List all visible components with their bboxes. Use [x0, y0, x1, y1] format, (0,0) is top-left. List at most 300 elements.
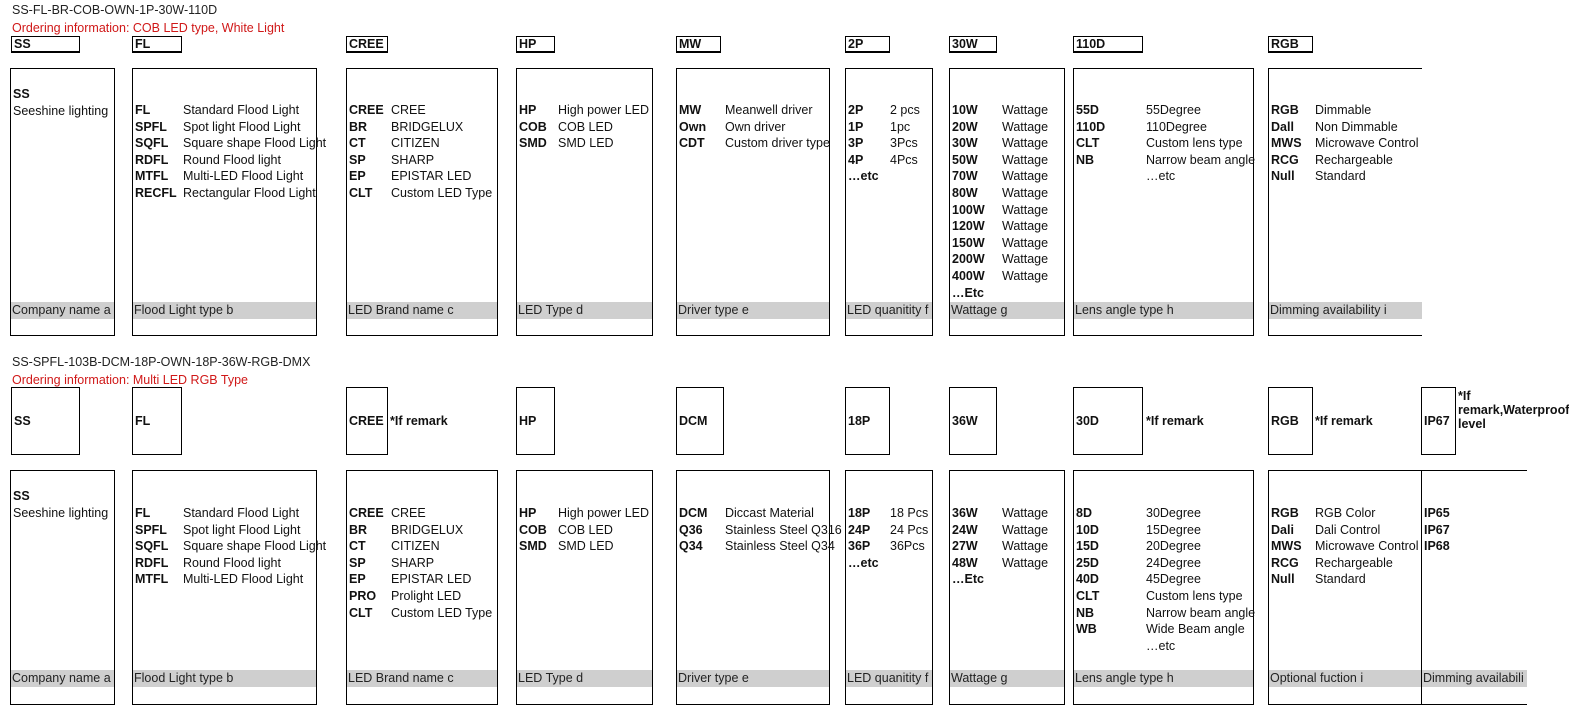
remark-lens: *If remark [1146, 414, 1204, 428]
option-row [952, 135, 1048, 152]
option-row [519, 538, 649, 555]
option-code: RGB [1271, 103, 1299, 117]
option-row [349, 119, 492, 136]
option-description: Rectangular Flood Light [183, 185, 316, 200]
option-code: 2P [848, 103, 864, 117]
option-code: Own [679, 119, 707, 134]
column-lens-angle [1073, 470, 1254, 705]
option-description: Microwave Control [1315, 539, 1419, 554]
option-row [848, 538, 928, 555]
option-row [135, 152, 326, 169]
option-code: 70W [952, 169, 978, 184]
header-cree: CREE [346, 387, 388, 455]
option-row [1076, 538, 1255, 555]
option-code [1076, 638, 1146, 655]
option-code: HP [519, 506, 537, 520]
option-description: 4Pcs [890, 152, 918, 167]
option-description: Microwave Control [1315, 136, 1419, 151]
option-code: 25D [1076, 555, 1099, 570]
option-description: 15Degree [1146, 522, 1201, 537]
header-mw: MW [676, 36, 721, 53]
option-description: Wattage [1002, 202, 1049, 217]
option-code: SQFL [135, 136, 169, 151]
option-code: 30W [952, 136, 978, 151]
option-row [519, 135, 649, 152]
column-waterproof [1421, 470, 1527, 705]
option-row [349, 555, 492, 572]
option-description: 18 Pcs [890, 506, 929, 520]
option-description: CITIZEN [391, 539, 440, 554]
header-30d: 30D [1073, 387, 1143, 455]
option-code: 110D [1076, 119, 1106, 134]
option-row [1271, 152, 1419, 169]
option-description: Rechargeable [1315, 152, 1393, 167]
option-description: Narrow beam angle [1146, 152, 1256, 167]
ordering-info-1: Ordering information: COB LED type, White Light [12, 21, 285, 35]
option-code: 1P [848, 119, 864, 134]
option-code: 40D [1076, 572, 1099, 587]
option-description: COB LED [558, 522, 613, 537]
option-description: 1pc [890, 119, 911, 134]
option-code: BR [349, 522, 368, 537]
header-fl: FL [132, 387, 182, 455]
column-footer: Lens angle type h [1074, 670, 1253, 687]
option-description: 45Degree [1146, 572, 1201, 587]
option-row [349, 505, 492, 522]
option-description: Diccast Material [725, 506, 814, 520]
column-flood-light-type [132, 68, 327, 336]
option-row [848, 152, 920, 169]
option-code: COB [519, 522, 547, 537]
option-row [1271, 555, 1419, 572]
column-footer: Wattage g [950, 670, 1064, 687]
option-row [679, 522, 842, 539]
option-row [952, 522, 1048, 539]
option-code: MTFL [135, 572, 169, 587]
option-row [952, 505, 1048, 522]
column-footer: LED Type d [517, 302, 652, 319]
option-description: CITIZEN [391, 136, 440, 151]
option-row [135, 119, 326, 136]
option-row [349, 571, 492, 588]
option-code: CDT [679, 136, 705, 151]
header-110d: 110D [1073, 36, 1143, 53]
option-row [1076, 119, 1255, 136]
option-code: HP [519, 103, 537, 117]
option-description: COB LED [558, 119, 613, 134]
option-code: 150W [952, 235, 985, 250]
option-description: 30Degree [1146, 506, 1201, 520]
column-lens-angle [1073, 68, 1254, 336]
option-row [135, 185, 326, 202]
column-footer: Dimming availabili [1422, 670, 1527, 687]
option-description: Wattage [1002, 235, 1049, 250]
option-description: Wattage [1002, 252, 1049, 267]
option-row [1271, 505, 1419, 522]
option-row [135, 168, 326, 185]
option-row [952, 185, 1048, 202]
option-description: CREE [391, 506, 426, 520]
option-code: BR [349, 119, 368, 134]
option-code: 36W [952, 506, 978, 520]
company-name: Seeshine lighting [13, 103, 109, 118]
column-footer: Wattage g [950, 302, 1064, 319]
option-description: SHARP [391, 152, 435, 167]
option-row [349, 588, 492, 605]
option-code: IP68 [1424, 539, 1450, 554]
option-row [1076, 522, 1255, 539]
option-code: 24P [848, 522, 871, 537]
option-row [848, 102, 920, 119]
option-row [349, 152, 492, 169]
option-row [848, 505, 928, 522]
option-description: SMD LED [558, 136, 614, 151]
option-code: CLT [349, 605, 373, 620]
option-row [1076, 605, 1255, 622]
ordering-info-2: Ordering information: Multi LED RGB Type [12, 373, 248, 387]
option-code: Dall [1271, 119, 1294, 134]
option-row [135, 102, 326, 119]
option-description: Multi-LED Flood Light [183, 169, 304, 184]
option-row [952, 168, 1048, 185]
option-code: SP [349, 555, 366, 570]
header-hp: HP [516, 36, 555, 53]
option-code: 15D [1076, 539, 1099, 554]
option-description: Standard [1315, 572, 1366, 587]
column-flood-light-type [132, 470, 327, 705]
option-row [1271, 135, 1419, 152]
option-description: BRIDGELUX [391, 522, 464, 537]
option-description: …etc [1146, 638, 1176, 653]
column-led-type [516, 68, 653, 336]
column-footer: LED quanitity f [846, 302, 932, 319]
column-dimming [1268, 68, 1422, 336]
option-description: Narrow beam angle [1146, 605, 1256, 620]
option-code: SMD [519, 136, 547, 151]
option-description: Wattage [1002, 103, 1049, 117]
option-description: EPISTAR LED [391, 572, 472, 587]
option-code: DCM [679, 506, 708, 520]
option-description: Prolight LED [391, 588, 462, 603]
option-description: Dali Control [1315, 522, 1381, 537]
header-2p: 2P [845, 36, 890, 53]
column-footer: Flood Light type b [133, 302, 316, 319]
option-row [1076, 168, 1255, 185]
option-row [952, 119, 1048, 136]
column-footer: LED Brand name c [347, 670, 497, 687]
option-description: Wattage [1002, 119, 1049, 134]
option-row [135, 555, 326, 572]
column-footer: Optional fuction i [1269, 670, 1421, 687]
option-row [1424, 505, 1464, 522]
header-ss: SS [11, 387, 80, 455]
option-code: CT [349, 136, 366, 151]
column-footer: Company name a [11, 302, 114, 319]
option-code: IP65 [1424, 506, 1450, 520]
option-description: Standard [1315, 169, 1366, 184]
option-code: PRO [349, 588, 377, 603]
option-code: SMD [519, 539, 547, 554]
option-row [679, 538, 842, 555]
option-description: Own driver [725, 119, 786, 134]
header-hp: HP [516, 387, 555, 455]
option-code: 55D [1076, 103, 1099, 117]
option-row [1076, 571, 1255, 588]
option-row [1424, 522, 1464, 539]
option-row [519, 102, 649, 119]
option-description: BRIDGELUX [391, 119, 464, 134]
option-row [135, 538, 326, 555]
option-code [1076, 168, 1146, 185]
option-row [1271, 522, 1419, 539]
option-row [679, 102, 830, 119]
model-code-1: SS-FL-BR-COB-OWN-1P-30W-110D [12, 3, 218, 17]
option-code: 50W [952, 152, 978, 167]
column-led-brand [346, 68, 498, 336]
option-row [848, 119, 920, 136]
header-fl: FL [132, 36, 182, 53]
column-led-quantity [845, 68, 933, 336]
option-code: RDFL [135, 555, 169, 570]
option-row [952, 285, 1048, 302]
option-row [952, 235, 1048, 252]
option-row [1076, 135, 1255, 152]
option-description: Custom lens type [1146, 588, 1243, 603]
column-footer: LED Brand name c [347, 302, 497, 319]
option-code: EP [349, 572, 366, 587]
option-row [519, 505, 649, 522]
option-code: …etc [848, 555, 879, 570]
company-code: SS [13, 489, 30, 503]
option-code: Null [1271, 572, 1295, 587]
option-code: CT [349, 539, 366, 554]
option-code: 4P [848, 152, 864, 167]
option-code: RGB [1271, 506, 1299, 520]
option-code: RCG [1271, 152, 1299, 167]
option-row [952, 555, 1048, 572]
option-code: CREE [349, 506, 384, 520]
option-description: Wattage [1002, 219, 1049, 234]
option-code: …etc [848, 169, 879, 184]
column-footer: Driver type e [677, 670, 829, 687]
option-code: 80W [952, 185, 978, 200]
option-row [1271, 538, 1419, 555]
option-row [952, 102, 1048, 119]
option-description: Custom lens type [1146, 136, 1243, 151]
option-description: Non Dimmable [1315, 119, 1398, 134]
option-row [679, 505, 842, 522]
header-30w: 30W [949, 36, 997, 53]
option-code: SPFL [135, 522, 167, 537]
option-code: NB [1076, 152, 1095, 167]
option-code: 20W [952, 119, 978, 134]
option-description: Wattage [1002, 169, 1049, 184]
option-code: FL [135, 103, 151, 117]
option-code: MTFL [135, 169, 169, 184]
option-code: 120W [952, 219, 985, 234]
option-code: Null [1271, 169, 1295, 184]
option-code: 3P [848, 136, 864, 151]
option-row [1076, 588, 1255, 605]
option-row [679, 119, 830, 136]
option-description: …etc [1146, 169, 1176, 184]
option-code: EP [349, 169, 366, 184]
option-row [1076, 621, 1255, 638]
option-description: RGB Color [1315, 506, 1376, 520]
option-row [848, 522, 928, 539]
option-row [952, 218, 1048, 235]
option-row [952, 251, 1048, 268]
option-row [1271, 168, 1419, 185]
option-code: 8D [1076, 506, 1092, 520]
option-description: Meanwell driver [725, 103, 813, 117]
option-code: 36P [848, 539, 871, 554]
option-description: 55Degree [1146, 103, 1201, 117]
header-36w: 36W [949, 387, 997, 455]
option-description: Custom driver type [725, 136, 830, 151]
option-description: Stainless Steel Q316 [725, 522, 842, 537]
option-row [349, 605, 492, 622]
option-description: Custom LED Type [391, 185, 493, 200]
option-description: Square shape Flood Light [183, 539, 327, 554]
option-description: Wattage [1002, 136, 1049, 151]
option-description: Wattage [1002, 506, 1049, 520]
option-code: 400W [952, 268, 985, 283]
column-driver-type [676, 68, 830, 336]
header-ss: SS [11, 36, 80, 53]
option-code: COB [519, 119, 547, 134]
option-code: 10D [1076, 522, 1099, 537]
column-footer: Lens angle type h [1074, 302, 1253, 319]
option-description: 24Degree [1146, 555, 1201, 570]
option-row [1076, 152, 1255, 169]
option-code: 200W [952, 252, 985, 267]
option-code: 24W [952, 522, 978, 537]
column-footer: Company name a [11, 670, 114, 687]
option-row [952, 152, 1048, 169]
header-ip67: IP67 [1421, 387, 1456, 455]
remark-cree: *If remark [390, 414, 448, 428]
option-row [349, 168, 492, 185]
option-description: 20Degree [1146, 539, 1201, 554]
option-row [349, 102, 492, 119]
option-description: Wattage [1002, 152, 1049, 167]
option-row [679, 135, 830, 152]
option-code: …Etc [952, 285, 984, 300]
option-row [952, 571, 1048, 588]
column-led-type [516, 470, 653, 705]
option-row [135, 522, 326, 539]
option-code: CLT [1076, 136, 1100, 151]
option-description: Wattage [1002, 185, 1049, 200]
option-code: 48W [952, 555, 978, 570]
option-description: Spot light Flood Light [183, 119, 301, 134]
option-row [952, 268, 1048, 285]
option-row [1271, 571, 1419, 588]
column-company-name [10, 68, 115, 336]
option-code: SP [349, 152, 366, 167]
option-description: Rechargeable [1315, 555, 1393, 570]
option-code: 18P [848, 506, 871, 520]
option-description: Wide Beam angle [1146, 622, 1245, 637]
header-rgb: RGB [1268, 387, 1313, 455]
option-row [1076, 102, 1255, 119]
column-company-name [10, 470, 115, 705]
option-description: Dimmable [1315, 103, 1372, 117]
option-description: Square shape Flood Light [183, 136, 327, 151]
option-description: High power LED [558, 103, 650, 117]
option-code: SPFL [135, 119, 167, 134]
option-code: WB [1076, 622, 1097, 637]
option-code: RECFL [135, 185, 177, 200]
remark-rgb: *If remark [1315, 414, 1373, 428]
column-footer: Driver type e [677, 302, 829, 319]
option-code: RDFL [135, 152, 169, 167]
option-row [349, 185, 492, 202]
option-description: Standard Flood Light [183, 506, 300, 520]
option-description: Wattage [1002, 555, 1049, 570]
option-row [1424, 538, 1464, 555]
option-code: CLT [349, 185, 373, 200]
option-code: MWS [1271, 539, 1302, 554]
option-row [519, 119, 649, 136]
model-code-2: SS-SPFL-103B-DCM-18P-OWN-18P-36W-RGB-DMX [12, 355, 311, 369]
option-code: Q34 [679, 539, 703, 554]
option-description: SMD LED [558, 539, 614, 554]
option-description: 36Pcs [890, 539, 925, 554]
column-wattage [949, 470, 1065, 705]
option-code: 100W [952, 202, 985, 217]
option-code: MW [679, 103, 702, 117]
column-wattage [949, 68, 1065, 336]
option-code: CREE [349, 103, 384, 117]
header-cree: CREE [346, 36, 388, 53]
header-18p: 18P [845, 387, 890, 455]
option-row [135, 571, 326, 588]
header-rgb: RGB [1268, 36, 1313, 53]
option-code: SQFL [135, 539, 169, 554]
option-description: CREE [391, 103, 426, 117]
company-code: SS [13, 87, 30, 101]
option-row [952, 202, 1048, 219]
option-row [349, 135, 492, 152]
option-description: Round Flood light [183, 152, 281, 167]
option-description: Wattage [1002, 268, 1049, 283]
option-row [848, 168, 920, 185]
column-footer: Flood Light type b [133, 670, 316, 687]
company-name: Seeshine lighting [13, 505, 109, 520]
option-code: NB [1076, 605, 1095, 620]
option-code: RCG [1271, 555, 1299, 570]
column-footer: Dimming availability i [1269, 302, 1422, 319]
remark-waterproof: *If remark,Waterproof level [1458, 389, 1569, 431]
option-row [1076, 555, 1255, 572]
option-code: CLT [1076, 588, 1100, 603]
option-row [1271, 102, 1419, 119]
option-description: Round Flood light [183, 555, 281, 570]
option-row [349, 538, 492, 555]
option-description: SHARP [391, 555, 435, 570]
option-description: Wattage [1002, 522, 1049, 537]
column-driver-type [676, 470, 842, 705]
option-description: Spot light Flood Light [183, 522, 301, 537]
option-code: 10W [952, 103, 978, 117]
option-description: Custom LED Type [391, 605, 493, 620]
option-code: MWS [1271, 136, 1302, 151]
option-description: High power LED [558, 506, 650, 520]
option-row [848, 135, 920, 152]
option-description: 3Pcs [890, 136, 918, 151]
